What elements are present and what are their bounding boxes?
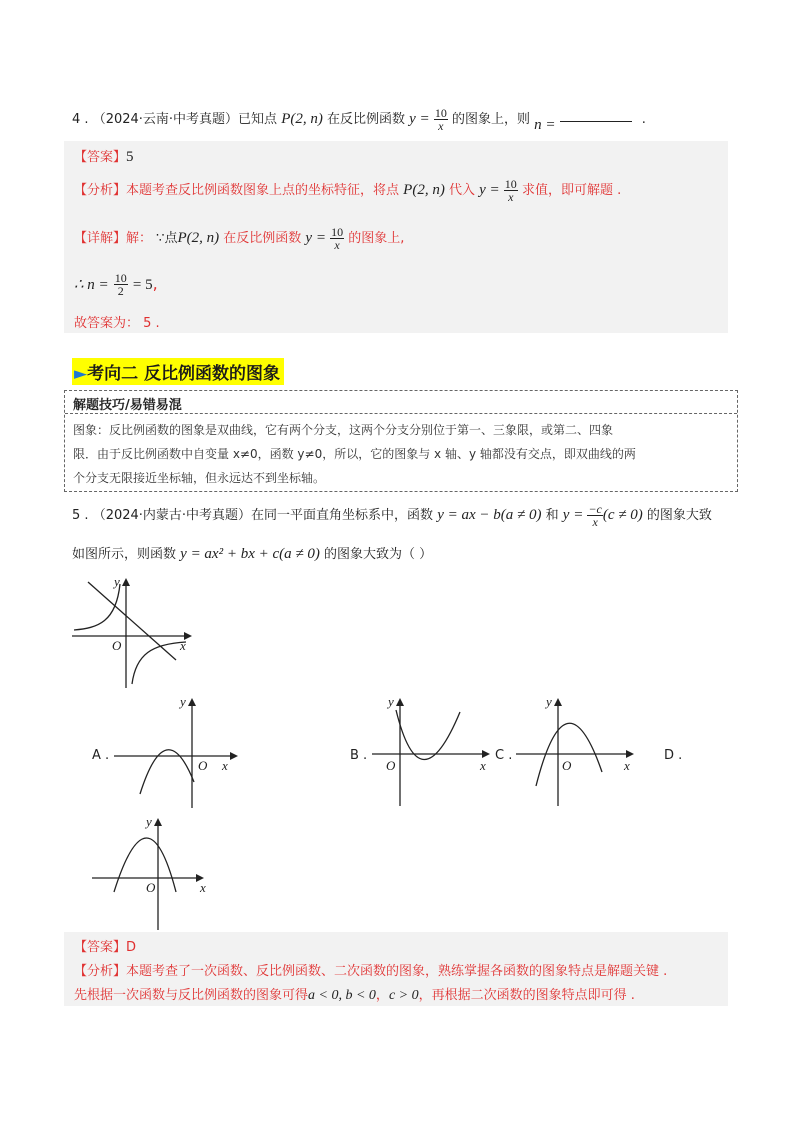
- analysis4-point: P(2, n): [403, 182, 445, 198]
- tips-line-2: 限．由于反比例函数中自变量 x≠0，函数 y≠0，所以，它的图象与 x 轴、y 轴都没有交点，即双曲线的两: [73, 447, 636, 461]
- b-y-arrow-icon: [396, 698, 404, 706]
- detail4-func-lhs: y =: [305, 230, 326, 246]
- q5-func2-fraction: $\frac{-c}{x}$: [588, 502, 602, 529]
- tips-line-3: 个分支无限接近坐标轴，但永远达不到坐标轴。: [73, 471, 326, 485]
- analysis5-comma: ，: [375, 988, 389, 1003]
- b-y-label: y: [388, 694, 394, 709]
- analysis4-tail: 求值，即可解题 .: [521, 183, 622, 198]
- q5-func2-cond: (c ≠ 0): [602, 507, 643, 523]
- main-origin-label: O: [112, 638, 122, 653]
- q4-fraction: $\frac{10}{x}$: [434, 106, 447, 133]
- q5-and: 和: [545, 508, 559, 523]
- answer4-value: 5: [126, 149, 134, 165]
- q4-after: 的图象上，则: [451, 112, 530, 127]
- tips-title: 解题技巧/易错易混: [73, 398, 182, 413]
- detail4-label: 【详解】: [74, 231, 127, 246]
- b-parabola: [396, 710, 460, 760]
- tips-divider: [65, 413, 737, 414]
- main-hyperbola-branch-4: [132, 642, 186, 684]
- q5-line-1: [72, 498, 712, 532]
- main-hyperbola-branch-2: [74, 584, 120, 630]
- analysis5-cond-1: a < 0, b < 0: [308, 988, 376, 1003]
- q4-answer-var: n =: [534, 117, 556, 133]
- option-c-graph[interactable]: [512, 690, 642, 810]
- answer4-label: 【答案】: [74, 150, 127, 165]
- c-origin-label: O: [562, 758, 572, 773]
- q5-func2-lhs: y =: [562, 507, 584, 523]
- analysis5-cond-2: c > 0: [388, 988, 419, 1003]
- answer5-line: [74, 936, 136, 955]
- calc4-therefore: ∴ n =: [74, 277, 109, 293]
- b-origin-label: O: [386, 758, 396, 773]
- analysis4-sub: 代入: [448, 183, 475, 198]
- option-a-graph[interactable]: [110, 690, 245, 810]
- section-marker: ►: [74, 364, 88, 384]
- answer5-value: D: [126, 940, 137, 955]
- q5-line-2: [72, 540, 432, 568]
- calc4-comma: ,: [152, 274, 158, 293]
- option-b-graph[interactable]: [368, 690, 498, 810]
- b-x-label: x: [480, 758, 486, 773]
- option-c-label[interactable]: C .: [495, 748, 513, 763]
- analysis5-line: [74, 960, 667, 979]
- a-y-arrow-icon: [188, 698, 196, 706]
- q4-end: .: [641, 112, 646, 127]
- a-x-arrow-icon: [230, 752, 238, 760]
- detail4-because: ∵点: [156, 231, 178, 246]
- final4-line: 故答案为： 5 .: [74, 316, 160, 331]
- q5-text-2: 的图象大致: [646, 508, 712, 523]
- tips-line-1: 图象：反比例函数的图象是双曲线，它有两个分支，这两个分支分别位于第一、三象限，或第二、四象: [73, 423, 614, 437]
- analysis5-line2-a: 先根据一次函数与反比例函数的图象可得: [74, 988, 309, 1003]
- c-y-label: y: [546, 694, 552, 709]
- option-d-label[interactable]: D .: [664, 748, 683, 763]
- option-a-label[interactable]: A .: [92, 748, 110, 763]
- main-y-arrow-icon: [122, 578, 130, 586]
- a-x-label: x: [222, 758, 228, 773]
- q4-number: 4 .: [72, 112, 89, 127]
- detail4-point: P(2, n): [177, 230, 220, 246]
- c-x-arrow-icon: [626, 750, 634, 758]
- q4-blank[interactable]: [560, 121, 632, 122]
- d-y-label: y: [146, 814, 152, 829]
- answer4-line: [74, 146, 134, 166]
- analysis4-label: 【分析】: [74, 183, 127, 198]
- option-d-graph[interactable]: [88, 812, 218, 932]
- q4-func-lhs: y =: [409, 111, 430, 127]
- option-b-label[interactable]: B .: [350, 748, 368, 763]
- a-origin-label: O: [198, 758, 208, 773]
- q4-source: （2024·云南·中考真题）已知点: [92, 112, 278, 127]
- a-y-label: y: [180, 694, 186, 709]
- analysis4-fraction: $\frac{10}{x}$: [504, 177, 517, 204]
- detail4-line: [74, 222, 404, 254]
- q5-text-1: （2024·内蒙古·中考真题）在同一平面直角坐标系中，函数: [92, 508, 434, 523]
- c-y-arrow-icon: [554, 698, 562, 706]
- calc4-fraction: $\frac{10}{2}$: [114, 271, 127, 298]
- calc4-result: = 5: [132, 277, 153, 293]
- detail4-text: 解：: [126, 231, 153, 246]
- main-linear-line: [88, 582, 176, 660]
- q4-point: P(2, n): [281, 111, 323, 127]
- detail4-fraction: $\frac{10}{x}$: [331, 225, 344, 252]
- q5-number: 5 .: [72, 508, 89, 523]
- tips-box: [64, 390, 738, 492]
- answer5-label: 【答案】: [74, 940, 127, 955]
- q5-text-3: 如图所示，则函数: [72, 547, 177, 562]
- q5-text-4: 的图象大致为（ ）: [324, 547, 433, 562]
- main-y-label: y: [114, 574, 120, 589]
- analysis4-text: 本题考查反比例函数图象上点的坐标特征，将点: [126, 183, 400, 198]
- calc4-line: [74, 268, 158, 300]
- c-x-label: x: [624, 758, 630, 773]
- detail4-tail: 的图象上,: [348, 231, 405, 246]
- section-title: 考向二 反比例函数的图象: [87, 364, 280, 384]
- b-x-arrow-icon: [482, 750, 490, 758]
- detail4-mid: 在反比例函数: [223, 231, 302, 246]
- d-parabola: [114, 838, 176, 892]
- analysis5-line-2: [74, 984, 635, 1004]
- analysis5-line2-b: ，再根据二次函数的图象特点即可得 .: [418, 988, 635, 1003]
- main-x-label: x: [180, 638, 186, 653]
- analysis4-func-lhs: y =: [479, 182, 500, 198]
- d-y-arrow-icon: [154, 818, 162, 826]
- d-x-label: x: [200, 880, 206, 895]
- analysis5-text: 本题考查了一次函数、反比例函数、二次函数的图象，熟练掌握各函数的图象特点是解题关键 .: [126, 964, 668, 979]
- analysis5-label: 【分析】: [74, 964, 127, 979]
- tips-body: [73, 418, 636, 490]
- section-header: [72, 358, 284, 385]
- q4-mid: 在反比例函数: [326, 112, 405, 127]
- q5-func-3: y = ax² + bx + c(a ≠ 0): [180, 546, 320, 562]
- main-graph: [68, 572, 198, 690]
- q4-line: [72, 104, 752, 134]
- q5-func-1: y = ax − b(a ≠ 0): [437, 507, 542, 523]
- analysis4-line: [74, 174, 621, 206]
- d-origin-label: O: [146, 880, 156, 895]
